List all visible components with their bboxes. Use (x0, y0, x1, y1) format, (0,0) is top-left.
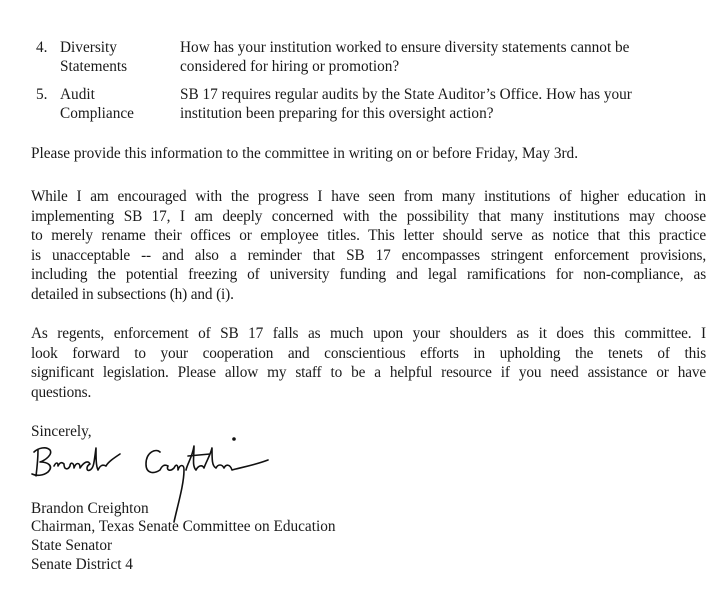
signer-role: State Senator (31, 537, 113, 554)
question-label: Statements (60, 58, 128, 75)
question-number: 4. (36, 39, 48, 56)
paragraph-line: As regents, enforcement of SB 17 falls as much upon your shoulders as it does this committee. I (31, 325, 706, 342)
closing: Sincerely, (31, 423, 92, 440)
question-text: institution been preparing for this oversight action? (180, 105, 494, 122)
deadline-paragraph: Please provide this information to the committee in writing on or before Friday, May 3rd. (31, 145, 579, 162)
paragraph-line: including the potential freezing of university funding and legal ramifications for non-compliance, as (31, 266, 706, 283)
signer-title: Chairman, Texas Senate Committee on Education (31, 518, 336, 535)
paragraph-line: detailed in subsections (h) and (i). (31, 285, 234, 303)
question-text: How has your institution worked to ensure diversity statements cannot be (180, 39, 630, 56)
paragraph-line: While I am encouraged with the progress I have seen from many institutions of higher education in (31, 188, 706, 205)
paragraph-line: is unacceptable -- and also a reminder that SB 17 encompasses stringent enforcement provisions, (31, 246, 706, 264)
paragraph-line: significant legislation. Please allow my staff to be a helpful resource if you need assistance or have (31, 364, 706, 381)
question-label: Compliance (60, 105, 134, 122)
question-number: 5. (36, 86, 48, 103)
question-label: Audit (60, 86, 95, 103)
paragraph-line: questions. (31, 383, 92, 401)
question-label: Diversity (60, 39, 117, 56)
question-text: SB 17 requires regular audits by the State Auditor’s Office. How has your (180, 86, 632, 103)
signer-district: Senate District 4 (31, 556, 133, 573)
paragraph-line: to merely rename their offices or employee titles. This letter should serve as notice that this practice (31, 227, 706, 244)
paragraph-line: look forward to your cooperation and conscientious efforts in upholding the tenets of this (31, 344, 706, 362)
signer-name: Brandon Creighton (31, 500, 149, 517)
question-text: considered for hiring or promotion? (180, 58, 400, 75)
paragraph-line: implementing SB 17, I am deeply concerned with the possibility that many institutions may choose (31, 207, 706, 225)
